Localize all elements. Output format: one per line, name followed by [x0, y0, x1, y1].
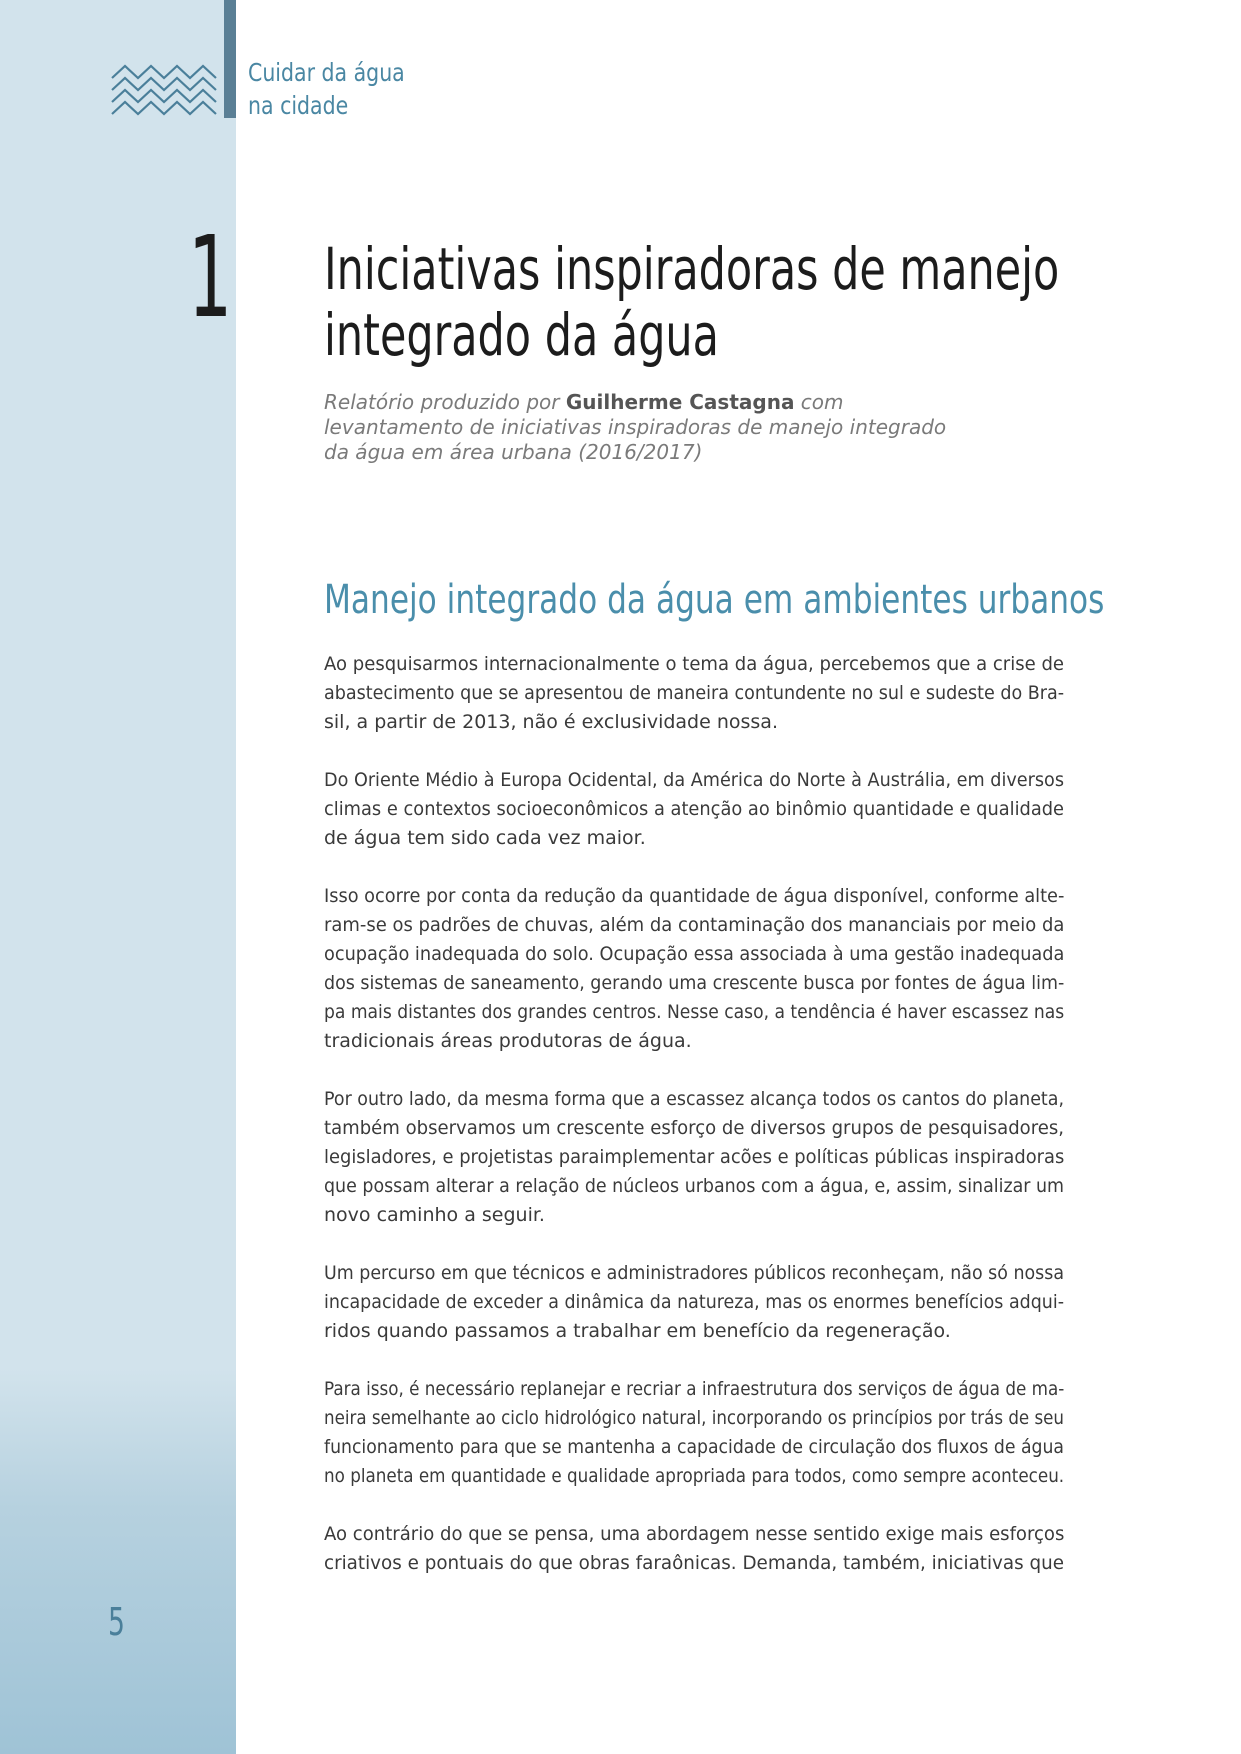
paragraph-line: tradicionais áreas produtoras de água. [324, 1030, 692, 1052]
wave-lines-icon [110, 60, 218, 120]
chapter-number: 1 [188, 213, 233, 343]
paragraph [324, 1085, 1064, 1230]
paragraph-line: ridos quando passamos a trabalhar em benefício da regeneração. [324, 1320, 951, 1342]
section-heading: Manejo integrado da água em ambientes urbanos [324, 577, 1105, 623]
header-accent-bar [224, 0, 236, 118]
credit-line-3: da água em área urbana (2016/2017) [324, 440, 703, 464]
paragraph-line: ocupação inadequada do solo. Ocupação essa associada à uma gestão inadequada [324, 943, 1065, 965]
report-credit [324, 390, 947, 465]
credit-suffix: com [794, 390, 844, 414]
paragraph-line: neira semelhante ao ciclo hidrológico natural, incorporando os princípios por trás de seu [324, 1407, 1064, 1429]
paragraph-line: Do Oriente Médio à Europa Ocidental, da América do Norte à Austrália, em diversos [324, 769, 1065, 791]
paragraph-line: funcionamento para que se mantenha a capacidade de circulação dos fluxos de água [324, 1436, 1064, 1458]
paragraph-line: sil, a partir de 2013, não é exclusividade nossa. [324, 711, 778, 733]
paragraph-line: criativos e pontuais do que obras faraônicas. Demanda, também, iniciativas que [324, 1552, 1064, 1574]
brand-line-2: na cidade [248, 91, 349, 120]
paragraph-line: de água tem sido cada vez maior. [324, 827, 646, 849]
paragraph-line: climas e contextos socioeconômicos a atenção ao binômio quantidade e qualidade [324, 798, 1064, 820]
credit-line-1 [324, 390, 884, 415]
paragraph [324, 1520, 1064, 1578]
credit-line-2: levantamento de iniciativas inspiradoras de manejo integrado [324, 415, 947, 439]
paragraph-line: no planeta em quantidade e qualidade apropriada para todos, como sempre aconteceu. [324, 1465, 1065, 1487]
paragraph-line: Ao pesquisarmos internacionalmente o tema da água, percebemos que a crise de [324, 653, 1064, 675]
paragraph [324, 650, 1064, 737]
paragraph [324, 766, 1064, 853]
paragraph-line: abastecimento que se apresentou de maneira contundente no sul e sudeste do Bra- [324, 682, 1065, 704]
paragraph-line: Por outro lado, da mesma forma que a escassez alcança todos os cantos do planeta, [324, 1088, 1064, 1110]
brand-title [248, 56, 405, 122]
paragraph-line: Isso ocorre por conta da redução da quantidade de água disponível, conforme alte- [324, 885, 1065, 907]
title-line-2: integrado da água [324, 301, 719, 369]
paragraph-line: que possam alterar a relação de núcleos urbanos com a água, e, assim, sinalizar um [324, 1175, 1064, 1197]
paragraph-line: novo caminho a seguir. [324, 1204, 545, 1226]
paragraph-line: legisladores, e projetistas paraimplementar acões e políticas públicas inspiradoras [324, 1146, 1065, 1168]
paragraph-line: ram-se os padrões de chuvas, além da contaminação dos mananciais por meio da [324, 914, 1065, 936]
brand-line-1: Cuidar da água [248, 58, 405, 87]
paragraph-line: também observamos um crescente esforço de diversos grupos de pesquisadores, [324, 1117, 1064, 1139]
paragraph [324, 1375, 1064, 1491]
title-line-1: Iniciativas inspiradoras de manejo [324, 235, 1060, 303]
credit-author: Guilherme Castagna [565, 390, 795, 414]
paragraph-line: incapacidade de exceder a dinâmica da natureza, mas os enormes benefícios adqui- [324, 1291, 1064, 1313]
paragraph [324, 1259, 1064, 1346]
paragraph-line: Ao contrário do que se pensa, uma abordagem nesse sentido exige mais esforços [324, 1523, 1065, 1545]
paragraph-line: pa mais distantes dos grandes centros. Nesse caso, a tendência é haver escassez nas [324, 1001, 1065, 1023]
paragraph-line: Para isso, é necessário replanejar e recriar a infraestrutura dos serviços de água de ma- [324, 1378, 1065, 1400]
paragraph [324, 882, 1064, 1056]
page-title [324, 236, 1059, 368]
body-text [324, 650, 1064, 1607]
page-number: 5 [108, 1600, 125, 1644]
credit-prefix: Relatório produzido por [324, 390, 566, 414]
paragraph-line: Um percurso em que técnicos e administradores públicos reconheçam, não só nossa [324, 1262, 1064, 1284]
paragraph-line: dos sistemas de saneamento, gerando uma crescente busca por fontes de água lim- [324, 972, 1065, 994]
